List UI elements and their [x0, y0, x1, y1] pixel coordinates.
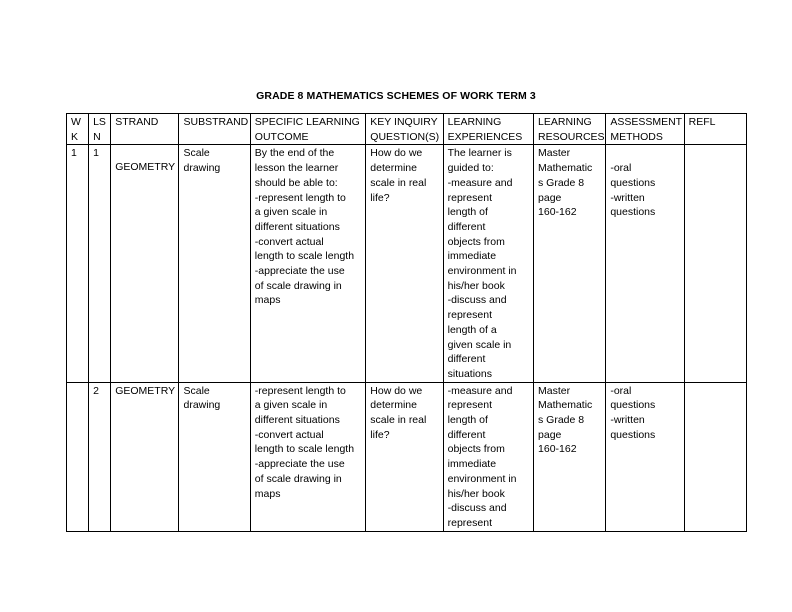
cell-lesson: 2	[89, 382, 111, 531]
header-substrand: SUBSTRAND	[179, 114, 250, 145]
cell-substrand: Scale drawing	[179, 145, 250, 382]
header-learning-resources: LEARNING RESOURCES	[534, 114, 606, 145]
cell-reflection	[684, 382, 746, 531]
document-title: GRADE 8 MATHEMATICS SCHEMES OF WORK TERM 3	[256, 90, 536, 102]
cell-learning-outcome: -represent length to a given scale in different situations -convert actual length to scale length -appreciate the use of scale drawing in maps	[250, 382, 366, 531]
header-strand: STRAND	[111, 114, 179, 145]
cell-key-inquiry: How do we determine scale in real life?	[366, 145, 443, 382]
cell-assessment-methods: -oral questions -written questions	[606, 382, 684, 531]
cell-key-inquiry: How do we determine scale in real life?	[366, 382, 443, 531]
header-key-inquiry: KEY INQUIRY QUESTION(S)	[366, 114, 443, 145]
cell-lesson: 1	[89, 145, 111, 382]
cell-learning-resources: Master Mathematic s Grade 8 page 160-162	[534, 145, 606, 382]
cell-substrand: Scale drawing	[179, 382, 250, 531]
header-assessment-methods: ASSESSMENT METHODS	[606, 114, 684, 145]
cell-reflection	[684, 145, 746, 382]
cell-learning-outcome: By the end of the lesson the learner should be able to: -represent length to a given scale in different situations -convert actual length to scale length -appreciate the use of scale drawing in maps	[250, 145, 366, 382]
table-row	[67, 382, 747, 531]
header-learning-outcome: SPECIFIC LEARNING OUTCOME	[250, 114, 366, 145]
cell-week: 1	[67, 145, 89, 382]
cell-learning-experiences: -measure and represent length of different objects from immediate environment in his/her book -discuss and represent	[443, 382, 533, 531]
cell-learning-experiences: The learner is guided to: -measure and represent length of different objects from immediate environment in his/her book -discuss and represent length of a given scale in different situations	[443, 145, 533, 382]
header-learning-experiences: LEARNING EXPERIENCES	[443, 114, 533, 145]
header-row	[67, 114, 747, 145]
header-week: W K	[67, 114, 89, 145]
schemes-of-work-table	[66, 113, 747, 532]
table-row	[67, 145, 747, 382]
cell-learning-resources: Master Mathematic s Grade 8 page 160-162	[534, 382, 606, 531]
strand-text: GEOMETRY	[115, 161, 176, 174]
header-reflection: REFL	[684, 114, 746, 145]
cell-strand	[111, 145, 179, 382]
cell-strand: GEOMETRY	[111, 382, 179, 531]
cell-week	[67, 382, 89, 531]
cell-assessment-methods: -oral questions -written questions	[606, 145, 684, 382]
header-lesson: LS N	[89, 114, 111, 145]
